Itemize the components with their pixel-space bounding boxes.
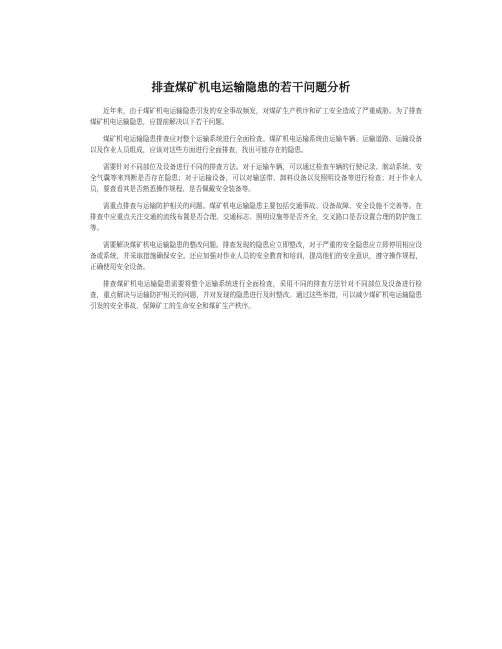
paragraph-1: 近年来，由于煤矿机电运输隐患引发的安全事故频发，对煤矿生产秩序和矿工安全造成了严重威胁。为了排查煤矿机电运输隐患，应提前解决以下若干问题。 (90, 107, 422, 126)
document-title: 排查煤矿机电运输隐患的若干问题分析 (151, 80, 351, 94)
paragraph-3: 需要针对不同部位及设备进行不同的排查方法。对于运输车辆，可以通过检查车辆的行驶记录、制动系统、安全气囊等来判断是否存在隐患；对于运输设备，可以对输送带、卸料设备以及照明设备等进行检查；对于作业人员，要查看其是否熟悉操作规程、是否佩戴安全装备等。 (90, 163, 422, 193)
paragraph-5: 需要解决煤矿机电运输隐患的整改问题。排查发现的隐患应立即整改，对于严重的安全隐患应立即停用相应设备或系统，并采取措施确保安全。还应加强对作业人员的安全教育和培训，提高他们的安全意识，遵守操作规程，正确使用安全设备。 (90, 241, 422, 271)
paragraph-4: 需重点排查与运输防护相关的问题。煤矿机电运输隐患主要包括交通事故、设备故障、安全设施不完善等。在排查中应重点关注交通的流线布置是否合理、交通标志、照明设施等是否齐全，交叉路口是否设置合理的防护施工等。 (90, 202, 422, 232)
paragraph-2: 煤矿机电运输隐患排查应对整个运输系统进行全面检查。煤矿机电运输系统由运输车辆、运输道路、运输设备以及作业人员组成，应该对这些方面进行全面排查，找出可能存在的隐患。 (90, 135, 422, 154)
document-body (90, 106, 422, 318)
paragraph-6: 排查煤矿机电运输隐患需要将整个运输系统进行全面检查，采用不同的排查方法针对不同部位及设备进行检查，重点解决与运输防护相关的问题，并对发现的隐患进行及时整改。通过这些举措，可以减少煤矿机电运输隐患引发的安全事故，保障矿工的生命安全和煤矿生产秩序。 (90, 280, 422, 310)
